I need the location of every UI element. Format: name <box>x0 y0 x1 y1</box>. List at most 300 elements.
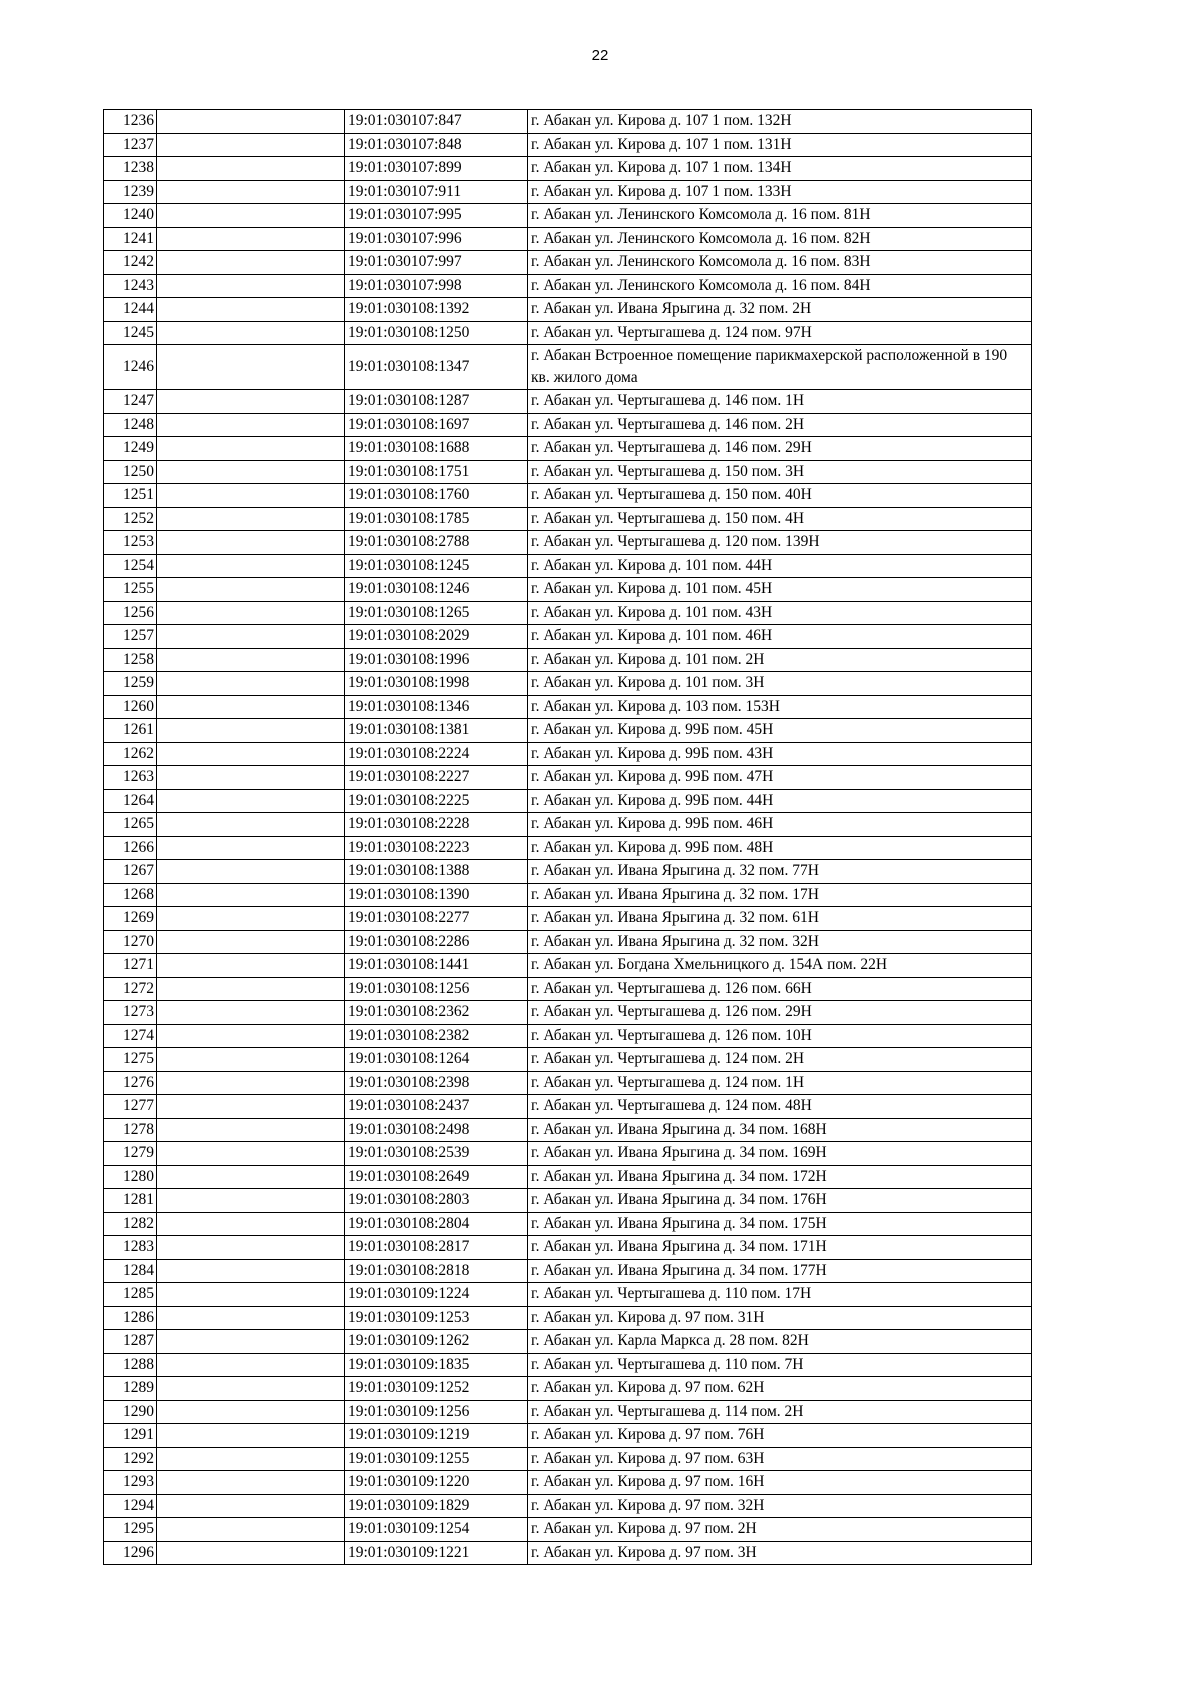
cadastral-number-cell: 19:01:030108:2227 <box>345 766 528 790</box>
address-cell: г. Абакан ул. Кирова д. 97 пом. 31Н <box>528 1306 1032 1330</box>
row-number-cell: 1250 <box>104 460 157 484</box>
row-number-cell: 1236 <box>104 110 157 134</box>
empty-cell <box>157 390 345 414</box>
address-cell: г. Абакан ул. Ивана Ярыгина д. 32 пом. 77Н <box>528 860 1032 884</box>
row-number-cell: 1262 <box>104 742 157 766</box>
table-row <box>104 907 1032 931</box>
row-number-cell: 1293 <box>104 1471 157 1495</box>
cadastral-number-cell: 19:01:030108:2498 <box>345 1118 528 1142</box>
empty-cell <box>157 1377 345 1401</box>
table-row <box>104 1471 1032 1495</box>
empty-cell <box>157 1189 345 1213</box>
empty-cell <box>157 157 345 181</box>
table-row <box>104 1165 1032 1189</box>
row-number-cell: 1267 <box>104 860 157 884</box>
row-number-cell: 1287 <box>104 1330 157 1354</box>
address-cell: г. Абакан ул. Чертыгашева д. 110 пом. 17Н <box>528 1283 1032 1307</box>
table-row <box>104 977 1032 1001</box>
cadastral-number-cell: 19:01:030108:2029 <box>345 625 528 649</box>
table-row <box>104 1095 1032 1119</box>
row-number-cell: 1244 <box>104 298 157 322</box>
address-cell: г. Абакан ул. Чертыгашева д. 110 пом. 7Н <box>528 1353 1032 1377</box>
address-cell: г. Абакан ул. Ивана Ярыгина д. 34 пом. 172Н <box>528 1165 1032 1189</box>
cadastral-number-cell: 19:01:030108:1347 <box>345 345 528 390</box>
row-number-cell: 1284 <box>104 1259 157 1283</box>
empty-cell <box>157 954 345 978</box>
table-row <box>104 1142 1032 1166</box>
table-row <box>104 1330 1032 1354</box>
table-row <box>104 180 1032 204</box>
address-cell: г. Абакан ул. Чертыгашева д. 126 пом. 10Н <box>528 1024 1032 1048</box>
row-number-cell: 1241 <box>104 227 157 251</box>
table-row <box>104 1541 1032 1565</box>
empty-cell <box>157 1330 345 1354</box>
address-cell: г. Абакан ул. Кирова д. 97 пом. 32Н <box>528 1494 1032 1518</box>
row-number-cell: 1290 <box>104 1400 157 1424</box>
table-row <box>104 251 1032 275</box>
row-number-cell: 1246 <box>104 345 157 390</box>
table-row <box>104 1024 1032 1048</box>
address-cell: г. Абакан ул. Ленинского Комсомола д. 16 пом. 82Н <box>528 227 1032 251</box>
cadastral-number-cell: 19:01:030109:1219 <box>345 1424 528 1448</box>
table-row <box>104 133 1032 157</box>
address-cell: г. Абакан ул. Кирова д. 107 1 пом. 132Н <box>528 110 1032 134</box>
table-row <box>104 1236 1032 1260</box>
address-cell: г. Абакан ул. Кирова д. 99Б пом. 46Н <box>528 813 1032 837</box>
row-number-cell: 1266 <box>104 836 157 860</box>
row-number-cell: 1275 <box>104 1048 157 1072</box>
cadastral-number-cell: 19:01:030108:2803 <box>345 1189 528 1213</box>
table-row <box>104 1259 1032 1283</box>
empty-cell <box>157 227 345 251</box>
row-number-cell: 1257 <box>104 625 157 649</box>
empty-cell <box>157 1471 345 1495</box>
table-row <box>104 766 1032 790</box>
row-number-cell: 1258 <box>104 648 157 672</box>
row-number-cell: 1261 <box>104 719 157 743</box>
address-cell: г. Абакан ул. Кирова д. 103 пом. 153Н <box>528 695 1032 719</box>
cadastral-number-cell: 19:01:030107:997 <box>345 251 528 275</box>
table-row <box>104 1424 1032 1448</box>
empty-cell <box>157 1048 345 1072</box>
table-row <box>104 413 1032 437</box>
empty-cell <box>157 601 345 625</box>
cadastral-number-cell: 19:01:030108:1751 <box>345 460 528 484</box>
row-number-cell: 1255 <box>104 578 157 602</box>
empty-cell <box>157 672 345 696</box>
address-cell: г. Абакан ул. Кирова д. 99Б пом. 48Н <box>528 836 1032 860</box>
empty-cell <box>157 1541 345 1565</box>
cadastral-number-cell: 19:01:030108:2398 <box>345 1071 528 1095</box>
cadastral-number-cell: 19:01:030109:1252 <box>345 1377 528 1401</box>
empty-cell <box>157 1001 345 1025</box>
cadastral-number-cell: 19:01:030107:995 <box>345 204 528 228</box>
table-row <box>104 227 1032 251</box>
empty-cell <box>157 484 345 508</box>
address-cell: г. Абакан ул. Чертыгашева д. 124 пом. 97Н <box>528 321 1032 345</box>
row-number-cell: 1291 <box>104 1424 157 1448</box>
address-cell: г. Абакан ул. Кирова д. 97 пом. 3Н <box>528 1541 1032 1565</box>
row-number-cell: 1263 <box>104 766 157 790</box>
page-number: 22 <box>591 47 609 64</box>
table-row <box>104 578 1032 602</box>
address-cell: г. Абакан ул. Кирова д. 101 пом. 46Н <box>528 625 1032 649</box>
row-number-cell: 1295 <box>104 1518 157 1542</box>
address-cell: г. Абакан ул. Чертыгашева д. 124 пом. 48Н <box>528 1095 1032 1119</box>
cadastral-number-cell: 19:01:030108:1441 <box>345 954 528 978</box>
row-number-cell: 1286 <box>104 1306 157 1330</box>
address-cell: г. Абакан ул. Кирова д. 99Б пом. 45Н <box>528 719 1032 743</box>
address-cell: г. Абакан ул. Чертыгашева д. 126 пом. 66Н <box>528 977 1032 1001</box>
empty-cell <box>157 180 345 204</box>
table-row <box>104 507 1032 531</box>
cadastral-number-cell: 19:01:030108:2277 <box>345 907 528 931</box>
table-row <box>104 860 1032 884</box>
empty-cell <box>157 1353 345 1377</box>
address-cell: г. Абакан ул. Чертыгашева д. 114 пом. 2Н <box>528 1400 1032 1424</box>
empty-cell <box>157 1212 345 1236</box>
address-cell: г. Абакан ул. Чертыгашева д. 126 пом. 29Н <box>528 1001 1032 1025</box>
cadastral-number-cell: 19:01:030107:899 <box>345 157 528 181</box>
cadastral-number-cell: 19:01:030107:848 <box>345 133 528 157</box>
empty-cell <box>157 883 345 907</box>
table-row <box>104 719 1032 743</box>
address-cell: г. Абакан ул. Кирова д. 99Б пом. 44Н <box>528 789 1032 813</box>
empty-cell <box>157 1518 345 1542</box>
table-row <box>104 1189 1032 1213</box>
row-number-cell: 1242 <box>104 251 157 275</box>
row-number-cell: 1282 <box>104 1212 157 1236</box>
address-cell: г. Абакан ул. Чертыгашева д. 124 пом. 2Н <box>528 1048 1032 1072</box>
address-cell: г. Абакан ул. Ивана Ярыгина д. 34 пом. 177Н <box>528 1259 1032 1283</box>
table-row <box>104 390 1032 414</box>
empty-cell <box>157 1447 345 1471</box>
empty-cell <box>157 274 345 298</box>
table-row <box>104 1447 1032 1471</box>
address-cell: г. Абакан ул. Кирова д. 99Б пом. 47Н <box>528 766 1032 790</box>
row-number-cell: 1240 <box>104 204 157 228</box>
empty-cell <box>157 1095 345 1119</box>
table-row <box>104 601 1032 625</box>
table-row <box>104 695 1032 719</box>
table-row <box>104 554 1032 578</box>
cadastral-number-cell: 19:01:030108:1760 <box>345 484 528 508</box>
address-cell: г. Абакан ул. Ивана Ярыгина д. 34 пом. 168Н <box>528 1118 1032 1142</box>
empty-cell <box>157 742 345 766</box>
cadastral-number-cell: 19:01:030108:2228 <box>345 813 528 837</box>
table-row <box>104 1071 1032 1095</box>
table-row <box>104 1306 1032 1330</box>
cadastral-number-cell: 19:01:030108:2804 <box>345 1212 528 1236</box>
cadastral-number-cell: 19:01:030109:1256 <box>345 1400 528 1424</box>
empty-cell <box>157 460 345 484</box>
address-cell: г. Абакан ул. Чертыгашева д. 120 пом. 139Н <box>528 531 1032 555</box>
address-cell: г. Абакан ул. Ленинского Комсомола д. 16 пом. 83Н <box>528 251 1032 275</box>
row-number-cell: 1279 <box>104 1142 157 1166</box>
cadastral-number-cell: 19:01:030107:847 <box>345 110 528 134</box>
address-cell: г. Абакан ул. Ивана Ярыгина д. 32 пом. 17Н <box>528 883 1032 907</box>
cadastral-number-cell: 19:01:030109:1254 <box>345 1518 528 1542</box>
cadastral-number-cell: 19:01:030108:1996 <box>345 648 528 672</box>
empty-cell <box>157 648 345 672</box>
empty-cell <box>157 345 345 390</box>
address-cell: г. Абакан ул. Ленинского Комсомола д. 16 пом. 84Н <box>528 274 1032 298</box>
table-row <box>104 204 1032 228</box>
address-cell: г. Абакан ул. Чертыгашева д. 150 пом. 40Н <box>528 484 1032 508</box>
row-number-cell: 1264 <box>104 789 157 813</box>
cadastral-number-cell: 19:01:030109:1224 <box>345 1283 528 1307</box>
empty-cell <box>157 907 345 931</box>
empty-cell <box>157 554 345 578</box>
cadastral-number-cell: 19:01:030108:1688 <box>345 437 528 461</box>
cadastral-number-cell: 19:01:030108:2539 <box>345 1142 528 1166</box>
address-cell: г. Абакан ул. Ивана Ярыгина д. 34 пом. 176Н <box>528 1189 1032 1213</box>
table-row <box>104 625 1032 649</box>
row-number-cell: 1245 <box>104 321 157 345</box>
cadastral-number-cell: 19:01:030108:2224 <box>345 742 528 766</box>
row-number-cell: 1271 <box>104 954 157 978</box>
empty-cell <box>157 1024 345 1048</box>
cadastral-number-cell: 19:01:030109:1835 <box>345 1353 528 1377</box>
address-cell: г. Абакан ул. Кирова д. 101 пом. 3Н <box>528 672 1032 696</box>
row-number-cell: 1272 <box>104 977 157 1001</box>
empty-cell <box>157 1236 345 1260</box>
empty-cell <box>157 298 345 322</box>
address-cell: г. Абакан ул. Ивана Ярыгина д. 32 пом. 32Н <box>528 930 1032 954</box>
empty-cell <box>157 531 345 555</box>
cadastral-number-cell: 19:01:030108:1246 <box>345 578 528 602</box>
address-cell: г. Абакан ул. Кирова д. 107 1 пом. 134Н <box>528 157 1032 181</box>
table-row <box>104 742 1032 766</box>
cadastral-number-cell: 19:01:030108:1388 <box>345 860 528 884</box>
table-row <box>104 930 1032 954</box>
row-number-cell: 1269 <box>104 907 157 931</box>
table-row <box>104 345 1032 390</box>
address-cell: г. Абакан ул. Кирова д. 101 пом. 45Н <box>528 578 1032 602</box>
cadastral-number-cell: 19:01:030108:1264 <box>345 1048 528 1072</box>
address-cell: г. Абакан ул. Чертыгашева д. 146 пом. 2Н <box>528 413 1032 437</box>
empty-cell <box>157 437 345 461</box>
empty-cell <box>157 251 345 275</box>
empty-cell <box>157 1283 345 1307</box>
address-cell: г. Абакан ул. Ивана Ярыгина д. 34 пом. 175Н <box>528 1212 1032 1236</box>
address-cell: г. Абакан ул. Кирова д. 107 1 пом. 133Н <box>528 180 1032 204</box>
table-row <box>104 110 1032 134</box>
cadastral-number-cell: 19:01:030108:1381 <box>345 719 528 743</box>
table-row <box>104 321 1032 345</box>
address-cell: г. Абакан ул. Чертыгашева д. 150 пом. 3Н <box>528 460 1032 484</box>
row-number-cell: 1280 <box>104 1165 157 1189</box>
row-number-cell: 1249 <box>104 437 157 461</box>
empty-cell <box>157 813 345 837</box>
table-row <box>104 274 1032 298</box>
empty-cell <box>157 110 345 134</box>
empty-cell <box>157 1494 345 1518</box>
empty-cell <box>157 1165 345 1189</box>
row-number-cell: 1273 <box>104 1001 157 1025</box>
table-row <box>104 1001 1032 1025</box>
table-row <box>104 1048 1032 1072</box>
address-cell: г. Абакан ул. Богдана Хмельницкого д. 154А пом. 22Н <box>528 954 1032 978</box>
address-cell: г. Абакан ул. Ивана Ярыгина д. 34 пом. 171Н <box>528 1236 1032 1260</box>
cadastral-number-cell: 19:01:030108:2382 <box>345 1024 528 1048</box>
table-row <box>104 883 1032 907</box>
table-row <box>104 298 1032 322</box>
empty-cell <box>157 719 345 743</box>
table-row <box>104 1377 1032 1401</box>
cadastral-number-cell: 19:01:030109:1255 <box>345 1447 528 1471</box>
empty-cell <box>157 1306 345 1330</box>
empty-cell <box>157 766 345 790</box>
cadastral-number-cell: 19:01:030108:1392 <box>345 298 528 322</box>
empty-cell <box>157 1424 345 1448</box>
table-row <box>104 460 1032 484</box>
cadastral-number-cell: 19:01:030108:2225 <box>345 789 528 813</box>
address-cell: г. Абакан ул. Кирова д. 101 пом. 44Н <box>528 554 1032 578</box>
empty-cell <box>157 321 345 345</box>
cadastral-number-cell: 19:01:030108:1697 <box>345 413 528 437</box>
address-cell: г. Абакан ул. Кирова д. 97 пом. 16Н <box>528 1471 1032 1495</box>
table-row <box>104 1518 1032 1542</box>
cadastral-number-cell: 19:01:030108:2286 <box>345 930 528 954</box>
empty-cell <box>157 1400 345 1424</box>
table-row <box>104 836 1032 860</box>
table-row <box>104 1283 1032 1307</box>
row-number-cell: 1288 <box>104 1353 157 1377</box>
address-cell: г. Абакан ул. Чертыгашева д. 124 пом. 1Н <box>528 1071 1032 1095</box>
registry-table <box>103 109 1032 1565</box>
table-row <box>104 813 1032 837</box>
empty-cell <box>157 625 345 649</box>
address-cell: г. Абакан ул. Кирова д. 97 пом. 63Н <box>528 1447 1032 1471</box>
cadastral-number-cell: 19:01:030108:2649 <box>345 1165 528 1189</box>
row-number-cell: 1248 <box>104 413 157 437</box>
empty-cell <box>157 1071 345 1095</box>
row-number-cell: 1285 <box>104 1283 157 1307</box>
row-number-cell: 1274 <box>104 1024 157 1048</box>
row-number-cell: 1268 <box>104 883 157 907</box>
empty-cell <box>157 1118 345 1142</box>
row-number-cell: 1283 <box>104 1236 157 1260</box>
table-row <box>104 1400 1032 1424</box>
row-number-cell: 1278 <box>104 1118 157 1142</box>
empty-cell <box>157 133 345 157</box>
empty-cell <box>157 977 345 1001</box>
table-row <box>104 1212 1032 1236</box>
row-number-cell: 1238 <box>104 157 157 181</box>
table-row <box>104 1353 1032 1377</box>
row-number-cell: 1256 <box>104 601 157 625</box>
address-cell: г. Абакан ул. Чертыгашева д. 146 пом. 1Н <box>528 390 1032 414</box>
empty-cell <box>157 507 345 531</box>
row-number-cell: 1292 <box>104 1447 157 1471</box>
table-row <box>104 157 1032 181</box>
cadastral-number-cell: 19:01:030108:1998 <box>345 672 528 696</box>
table-row <box>104 437 1032 461</box>
empty-cell <box>157 695 345 719</box>
empty-cell <box>157 1259 345 1283</box>
empty-cell <box>157 789 345 813</box>
row-number-cell: 1243 <box>104 274 157 298</box>
cadastral-number-cell: 19:01:030107:998 <box>345 274 528 298</box>
address-cell: г. Абакан ул. Чертыгашева д. 146 пом. 29Н <box>528 437 1032 461</box>
address-cell: г. Абакан ул. Чертыгашева д. 150 пом. 4Н <box>528 507 1032 531</box>
cadastral-number-cell: 19:01:030108:2788 <box>345 531 528 555</box>
address-cell: г. Абакан ул. Кирова д. 97 пом. 2Н <box>528 1518 1032 1542</box>
cadastral-number-cell: 19:01:030109:1220 <box>345 1471 528 1495</box>
table-row <box>104 484 1032 508</box>
empty-cell <box>157 836 345 860</box>
cadastral-number-cell: 19:01:030108:1245 <box>345 554 528 578</box>
row-number-cell: 1296 <box>104 1541 157 1565</box>
row-number-cell: 1277 <box>104 1095 157 1119</box>
empty-cell <box>157 1142 345 1166</box>
cadastral-number-cell: 19:01:030108:1785 <box>345 507 528 531</box>
address-cell: г. Абакан ул. Кирова д. 107 1 пом. 131Н <box>528 133 1032 157</box>
cadastral-number-cell: 19:01:030108:2362 <box>345 1001 528 1025</box>
table-row <box>104 1494 1032 1518</box>
empty-cell <box>157 930 345 954</box>
registry-table-body <box>104 110 1032 1565</box>
address-cell: г. Абакан ул. Карла Маркса д. 28 пом. 82Н <box>528 1330 1032 1354</box>
row-number-cell: 1270 <box>104 930 157 954</box>
cadastral-number-cell: 19:01:030109:1253 <box>345 1306 528 1330</box>
empty-cell <box>157 413 345 437</box>
empty-cell <box>157 578 345 602</box>
address-cell: г. Абакан ул. Ивана Ярыгина д. 32 пом. 61Н <box>528 907 1032 931</box>
table-row <box>104 1118 1032 1142</box>
cadastral-number-cell: 19:01:030108:1250 <box>345 321 528 345</box>
row-number-cell: 1251 <box>104 484 157 508</box>
row-number-cell: 1237 <box>104 133 157 157</box>
row-number-cell: 1281 <box>104 1189 157 1213</box>
cadastral-number-cell: 19:01:030108:1390 <box>345 883 528 907</box>
address-cell: г. Абакан ул. Ивана Ярыгина д. 32 пом. 2Н <box>528 298 1032 322</box>
cadastral-number-cell: 19:01:030108:2437 <box>345 1095 528 1119</box>
address-cell: г. Абакан Встроенное помещение парикмахерской расположенной в 190 кв. жилого дома <box>528 345 1032 390</box>
row-number-cell: 1254 <box>104 554 157 578</box>
address-cell: г. Абакан ул. Ивана Ярыгина д. 34 пом. 169Н <box>528 1142 1032 1166</box>
empty-cell <box>157 860 345 884</box>
cadastral-number-cell: 19:01:030108:2817 <box>345 1236 528 1260</box>
cadastral-number-cell: 19:01:030108:1265 <box>345 601 528 625</box>
row-number-cell: 1247 <box>104 390 157 414</box>
table-row <box>104 648 1032 672</box>
row-number-cell: 1289 <box>104 1377 157 1401</box>
table-row <box>104 954 1032 978</box>
row-number-cell: 1260 <box>104 695 157 719</box>
address-cell: г. Абакан ул. Ленинского Комсомола д. 16 пом. 81Н <box>528 204 1032 228</box>
cadastral-number-cell: 19:01:030109:1829 <box>345 1494 528 1518</box>
address-cell: г. Абакан ул. Кирова д. 97 пом. 76Н <box>528 1424 1032 1448</box>
row-number-cell: 1259 <box>104 672 157 696</box>
row-number-cell: 1239 <box>104 180 157 204</box>
cadastral-number-cell: 19:01:030108:1346 <box>345 695 528 719</box>
cadastral-number-cell: 19:01:030108:2223 <box>345 836 528 860</box>
address-cell: г. Абакан ул. Кирова д. 101 пом. 2Н <box>528 648 1032 672</box>
table-row <box>104 672 1032 696</box>
table-row <box>104 789 1032 813</box>
address-cell: г. Абакан ул. Кирова д. 97 пом. 62Н <box>528 1377 1032 1401</box>
row-number-cell: 1265 <box>104 813 157 837</box>
row-number-cell: 1294 <box>104 1494 157 1518</box>
cadastral-number-cell: 19:01:030109:1262 <box>345 1330 528 1354</box>
address-cell: г. Абакан ул. Кирова д. 99Б пом. 43Н <box>528 742 1032 766</box>
address-cell: г. Абакан ул. Кирова д. 101 пом. 43Н <box>528 601 1032 625</box>
cadastral-number-cell: 19:01:030107:911 <box>345 180 528 204</box>
row-number-cell: 1276 <box>104 1071 157 1095</box>
cadastral-number-cell: 19:01:030107:996 <box>345 227 528 251</box>
